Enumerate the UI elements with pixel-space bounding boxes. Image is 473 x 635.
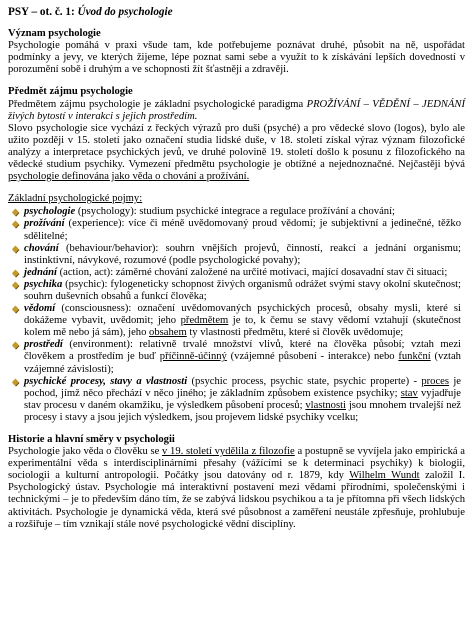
- term-name: vědomí: [24, 303, 56, 315]
- history-text-c: založil I. Psychologický ústav. Psychologie má interaktivní postavení mezi vědami přírodními, společenskými i technickými – je to především dáno tím, že se zabývá lidskou psychikou a ta je přítomna při všech lidských aktivitách. Psychologie je dynamická věda, která své působnost a zaměření neustále zpřesňuje, prohlubuje a rozšiřuje – tím vznikají stále nové psychologické vědní disciplíny.: [8, 470, 465, 530]
- term-description: (vzájemné působení - interakce) nebo: [226, 351, 399, 363]
- term-item: [8, 243, 465, 267]
- terms-title: Základní psychologické pojmy:: [8, 193, 143, 205]
- term-underlined: stav: [400, 387, 418, 399]
- term-description: jsou mnohem trvalejší než procesy i stavy a jsou jejich výsledkem, jsou projevem lidské psychiky vcelku;: [24, 399, 461, 423]
- diamond-bullet-icon: [11, 208, 20, 217]
- term-item: [8, 339, 465, 375]
- term-description: (consciousness): označení uvědomovaných psychických procesů, obsahy mysli, které si dokážeme vybavit, uvědomit; jeho: [24, 303, 461, 327]
- definition-underlined: psychologie definována jako věda o chování a prožívání.: [8, 171, 250, 183]
- section-vyznam: [8, 28, 465, 76]
- term-name: prožívání: [24, 218, 65, 230]
- term-description: (psychic): fylogeneticky schopnost živých organismů odrážet svými stavy okolní skutečnost; souhrn duševních obsahů a funkcí člověka;: [24, 278, 461, 302]
- term-name: prostředí: [24, 339, 63, 351]
- terms-list: [8, 206, 465, 424]
- term-underlined: obsahem: [149, 327, 187, 339]
- term-description: (vztah vzájemné závislosti);: [24, 351, 461, 375]
- term-name: psychika: [24, 278, 63, 290]
- term-description: (experience): více či méně uvědomovaný proud vědomí; je subjektivní a jedinečné, těžko sdělitelné;: [24, 218, 461, 242]
- section-historie: [8, 434, 465, 531]
- term-description: vyjadřuje stav procesu v daném okamžiku, je výsledkem působení procesů;: [24, 387, 461, 411]
- document-title: [8, 6, 465, 18]
- term-name: chování: [24, 242, 59, 254]
- title-prefix: PSY – ot. č. 1:: [8, 6, 78, 18]
- term-item: [8, 267, 465, 279]
- section-heading-vyznam: Význam psychologie: [8, 28, 101, 40]
- history-text-a: Psychologie jako věda o člověku se: [8, 446, 163, 458]
- term-underlined: proces: [421, 375, 449, 387]
- section-text-vyznam: Psychologie pomáhá v praxi všude tam, kde potřebujeme poznávat druhé, působit na ně, uspořádat podmínky a jevy, ve kterých žijeme, lépe poznat sami sebe a využít to k získávání lepších dovedností v porozumění sobě i druhým a ve schopnosti žít šťastněji a zdravěji.: [8, 40, 465, 76]
- history-underlined-2: Wilhelm Wundt: [349, 470, 420, 482]
- title-topic: Úvod do psychologie: [77, 6, 173, 18]
- diamond-bullet-icon: [11, 245, 20, 254]
- paradigm-paragraph: [8, 99, 465, 123]
- term-name: jednání: [24, 266, 57, 278]
- diamond-bullet-icon: [11, 341, 20, 350]
- section-heading-historie: Historie a hlavní směry v psychologii: [8, 434, 175, 445]
- history-paragraph: [8, 446, 465, 531]
- term-item: [8, 303, 465, 339]
- history-text-b: a postupně se vyvíjela jako empirická a experimentální věda s interdisciplinárními přesahy (vážícími se k determinaci psychiky) k biologii, sociologii a kulturní antropologii. Počátky jsou datovány od r. 1879, kdy: [8, 446, 466, 482]
- history-underlined-1: v 19. století vydělila z filozofie: [162, 446, 295, 458]
- term-underlined: funkční: [398, 351, 431, 363]
- term-name: psychické procesy, stavy a vlastnosti: [24, 375, 188, 387]
- term-underlined: příčinně-účinný: [159, 351, 227, 363]
- term-description: (action, act): záměrné chování založené na určité motivaci, mající dosavadní stav či situaci;: [56, 266, 448, 278]
- term-item: [8, 279, 465, 303]
- paradigm-text: Předmětem zájmu psychologie je základní psychologické paradigma: [8, 98, 307, 110]
- diamond-bullet-icon: [11, 269, 20, 278]
- diamond-bullet-icon: [11, 305, 20, 314]
- definition-paragraph: [8, 123, 465, 183]
- paradigm-emphasis: PROŽÍVÁNÍ – VĚDĚNÍ – JEDNÁNÍ živých bytostí v interakci s jejich prostředím.: [8, 98, 465, 122]
- term-description: (psychic process, psychic state, psychic properte) -: [187, 375, 422, 387]
- term-description: je to, k čemu se stavy vědomí vztahují (skutečnost kolem mě nebo já sám), jeho: [24, 315, 462, 339]
- diamond-bullet-icon: [11, 281, 20, 290]
- section-heading-predmet: Předmět zájmu psychologie: [8, 86, 133, 98]
- term-description: (psychology): studium psychické integrace a regulace prožívání a chování;: [75, 206, 395, 218]
- definition-text: Slovo psychologie sice vychází z řeckých výrazů pro duši (psyché) a pro vědecké slovo (logos), bylo ale užito později v 15. století jako označení studia lidské duše, v 18. století získal výraz význam filozofické analýzy a interpretace psychických jevů, ve druhé polovině 19. století došlo k posunu z filozofického na vědecké studium psychiky. Vymezení předmětu psychologie je obtížné a nejednoznačné. Nejčastěji bývá: [8, 122, 465, 171]
- term-item: [8, 206, 465, 218]
- term-description: ty vlastnosti předmětu, které si člověk uvědomuje;: [186, 327, 404, 339]
- term-name: psychologie: [24, 206, 76, 218]
- term-description: (behaviour/behavior): souhrn vnějších projevů, činností, reakcí a jednání organismu; instinktivní, návykové, rozumové (podle psychologické povahy);: [24, 242, 461, 266]
- term-item: [8, 218, 465, 242]
- term-item: [8, 376, 465, 424]
- term-description: je pochod, jímž něco přechází v něco jiného; je základním způsobem existence psychiky;: [24, 375, 461, 399]
- diamond-bullet-icon: [11, 220, 20, 229]
- spacer: [8, 183, 465, 193]
- diamond-bullet-icon: [11, 378, 20, 387]
- term-underlined: vlastnosti: [305, 399, 346, 411]
- section-predmet: [8, 86, 465, 424]
- term-description: (environment): relativně trvalé množství vlivů, které na člověka působí; vztah mezi člověkem a prostředím je buď: [24, 339, 461, 363]
- term-underlined: předmětem: [180, 315, 229, 327]
